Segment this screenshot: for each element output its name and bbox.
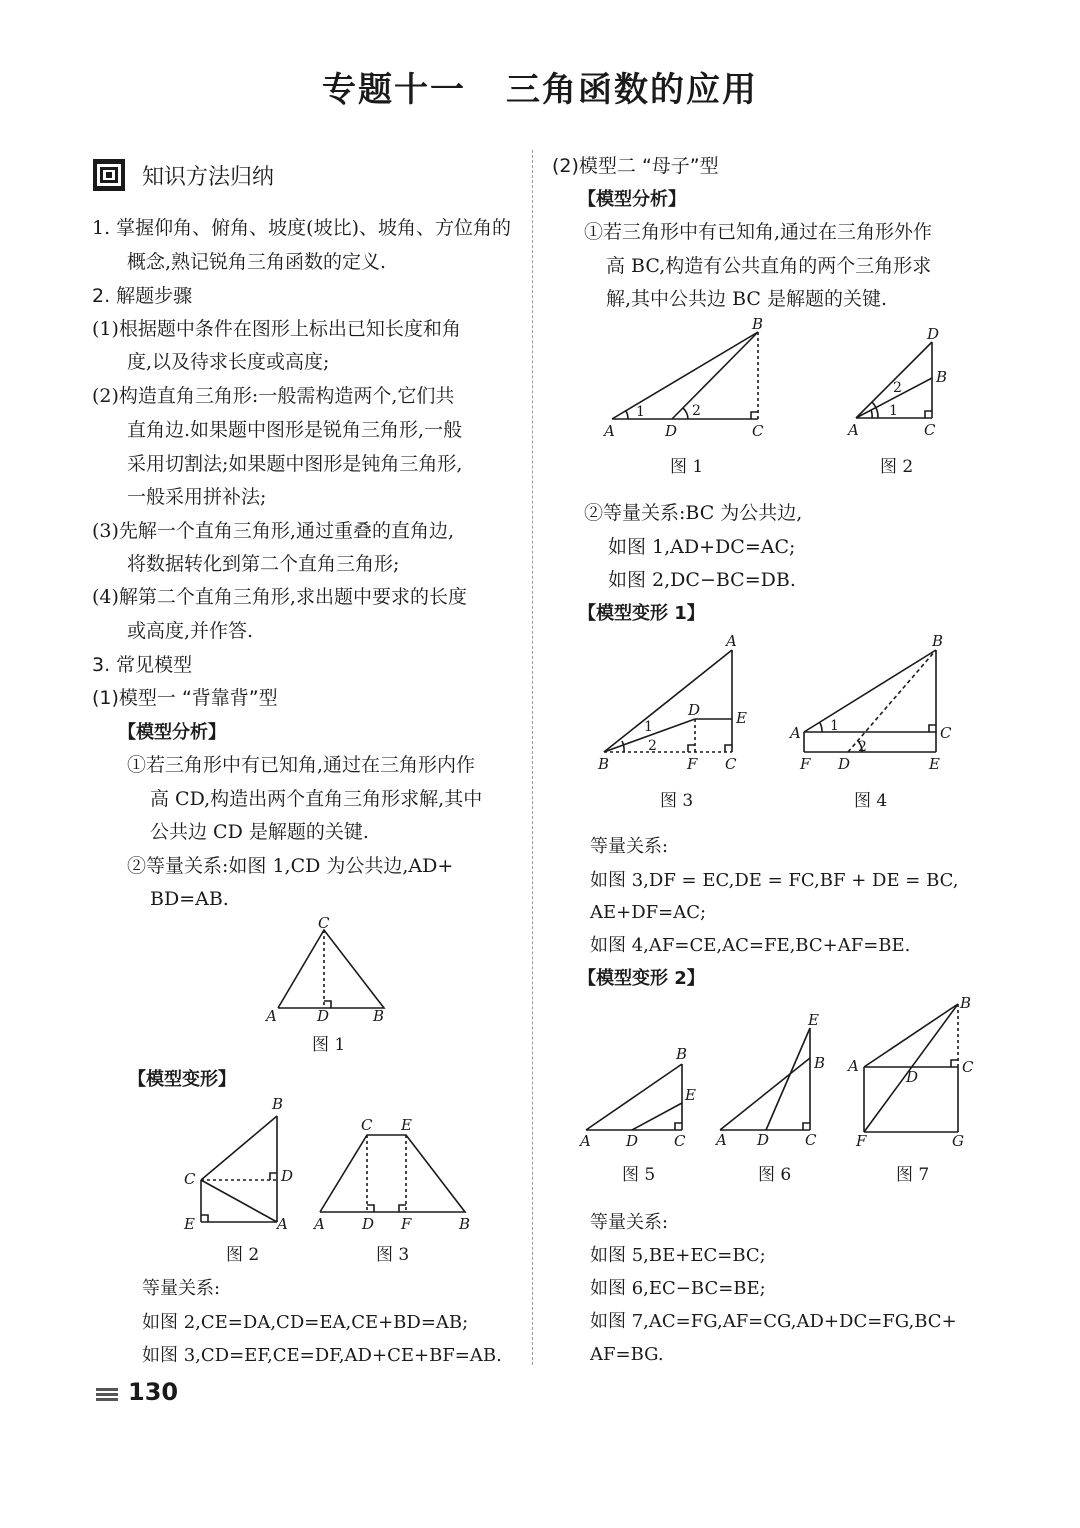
model-2-analysis-label: 【模型分析】 bbox=[578, 189, 686, 210]
step-1-line2: 度,以及待求长度或高度; bbox=[127, 351, 330, 373]
rfig4-label-B: B bbox=[932, 632, 944, 650]
rfig6-label-C: C bbox=[805, 1131, 817, 1149]
rfig5-label-E: E bbox=[685, 1086, 696, 1104]
fig3-label-A: A bbox=[314, 1215, 325, 1233]
rfig2-angle-2: 2 bbox=[893, 380, 902, 396]
step-3-line1: (3)先解一个直角三角形,通过重叠的直角边, bbox=[92, 520, 454, 542]
variant-1-equation-1: 如图 3,DF = EC,DE = FC,BF + DE = BC, bbox=[590, 870, 959, 891]
rfig1-label-B: B bbox=[752, 316, 764, 333]
model-1-a1-line2: 高 CD,构造出两个直角三角形求解,其中 bbox=[150, 788, 483, 810]
right-figure-2 bbox=[842, 322, 962, 442]
fig2-label-D: D bbox=[281, 1167, 294, 1185]
fig2-label-C: C bbox=[184, 1170, 196, 1188]
rfig7-label-D: D bbox=[906, 1068, 919, 1086]
fig3-label-E: E bbox=[401, 1116, 412, 1134]
rfig4-label-F: F bbox=[800, 755, 811, 773]
rfig3-label-A: A bbox=[726, 632, 737, 650]
rfig6-label-D: D bbox=[757, 1131, 770, 1149]
right-figure-2-caption: 图 2 bbox=[880, 457, 914, 477]
fig1-label-D: D bbox=[317, 1007, 330, 1025]
rfig1-label-C: C bbox=[752, 422, 764, 440]
fig2-label-A: A bbox=[277, 1215, 288, 1233]
rfig7-label-B: B bbox=[960, 994, 972, 1012]
model-2-a1-line2: 高 BC,构造有公共直角的两个三角形求 bbox=[606, 255, 932, 277]
left-equation-2: 如图 3,CD=EF,CE=DF,AD+CE+BF=AB. bbox=[142, 1345, 502, 1366]
rfig4-angle-2: 2 bbox=[858, 739, 867, 755]
rfig5-label-D: D bbox=[626, 1132, 639, 1150]
left-figure-2 bbox=[178, 1092, 298, 1237]
rfig2-label-A: A bbox=[848, 421, 859, 439]
right-figure-7 bbox=[844, 992, 984, 1152]
left-figure-1 bbox=[260, 915, 400, 1025]
model-1-a2-line2: BD=AB. bbox=[150, 888, 229, 910]
rfig1-angle-2: 2 bbox=[692, 403, 701, 419]
rfig5-label-A: A bbox=[580, 1132, 591, 1150]
right-figure-4 bbox=[786, 630, 966, 775]
left-equation-1: 如图 2,CE=DA,CD=EA,CE+BD=AB; bbox=[142, 1312, 469, 1333]
rfig1-angle-1: 1 bbox=[636, 404, 645, 420]
step-1-line1: (1)根据题中条件在图形上标出已知长度和角 bbox=[92, 318, 461, 340]
variant-1-equation-label: 等量关系: bbox=[590, 836, 669, 857]
page-mark-icon bbox=[96, 1388, 118, 1402]
right-figure-1-caption: 图 1 bbox=[670, 457, 704, 477]
fig2-label-B: B bbox=[272, 1095, 284, 1113]
rfig6-label-A: A bbox=[716, 1131, 727, 1149]
rfig1-label-A: A bbox=[604, 422, 615, 440]
step-2-line3: 采用切割法;如果题中图形是钝角三角形, bbox=[127, 453, 463, 475]
rfig4-angle-1: 1 bbox=[830, 718, 839, 734]
model-1-heading: (1)模型一 “背靠背”型 bbox=[92, 687, 278, 709]
step-2-line4: 一般采用拼补法; bbox=[127, 486, 267, 508]
model-2-heading: (2)模型二 “母子”型 bbox=[552, 155, 719, 177]
variant-2-equation-1: 如图 5,BE+EC=BC; bbox=[590, 1245, 766, 1266]
model-2-variant-2-label: 【模型变形 2】 bbox=[578, 968, 705, 989]
point-1-line2: 概念,熟记锐角三角函数的定义. bbox=[127, 251, 387, 273]
model-1-a1-line1: ①若三角形中有已知角,通过在三角形内作 bbox=[127, 754, 476, 776]
point-3-heading: 3. 常见模型 bbox=[92, 654, 193, 676]
section-heading: 知识方法归纳 bbox=[142, 165, 275, 190]
variant-2-equation-2: 如图 6,EC−BC=BE; bbox=[590, 1278, 766, 1299]
step-4-line1: (4)解第二个直角三角形,求出题中要求的长度 bbox=[92, 586, 467, 608]
column-divider bbox=[532, 150, 533, 1365]
right-figure-6-caption: 图 6 bbox=[758, 1165, 792, 1185]
fig2-label-E: E bbox=[184, 1215, 195, 1233]
right-figure-3 bbox=[592, 630, 762, 775]
right-figure-4-caption: 图 4 bbox=[854, 791, 888, 811]
rfig5-label-C: C bbox=[674, 1132, 686, 1150]
point-2-heading: 2. 解题步骤 bbox=[92, 285, 193, 307]
model-1-variant-label: 【模型变形】 bbox=[128, 1069, 236, 1090]
model-1-a1-line3: 公共边 CD 是解题的关键. bbox=[150, 821, 369, 843]
fig3-label-D: D bbox=[362, 1215, 375, 1233]
model-2-a1-line1: ①若三角形中有已知角,通过在三角形外作 bbox=[584, 221, 933, 243]
step-4-line2: 或高度,并作答. bbox=[127, 620, 254, 642]
rfig4-label-C: C bbox=[940, 724, 952, 742]
rfig2-angle-1: 1 bbox=[889, 403, 898, 419]
rfig5-label-B: B bbox=[676, 1045, 688, 1063]
left-figure-3 bbox=[310, 1112, 480, 1237]
fig3-label-C: C bbox=[361, 1116, 373, 1134]
left-figure-2-caption: 图 2 bbox=[226, 1245, 260, 1265]
step-3-line2: 将数据转化到第二个直角三角形; bbox=[127, 553, 400, 575]
rfig4-label-E: E bbox=[929, 755, 940, 773]
right-figure-6 bbox=[710, 1008, 840, 1150]
rfig3-label-D: D bbox=[688, 701, 701, 719]
model-2-a1-line3: 解,其中公共边 BC 是解题的关键. bbox=[606, 288, 888, 310]
right-figure-7-caption: 图 7 bbox=[896, 1165, 930, 1185]
variant-2-equation-3: 如图 7,AC=FG,AF=CG,AD+DC=FG,BC+ bbox=[590, 1311, 957, 1332]
page-title bbox=[0, 62, 1080, 111]
variant-1-equation-2: AE+DF=AC; bbox=[590, 902, 707, 923]
model-1-a2-line1: ②等量关系:如图 1,CD 为公共边,AD+ bbox=[127, 855, 454, 877]
fig3-label-B: B bbox=[459, 1215, 471, 1233]
fig1-label-C: C bbox=[318, 915, 330, 932]
book-icon bbox=[92, 158, 126, 192]
step-2-line1: (2)构造直角三角形:一般需构造两个,它们共 bbox=[92, 385, 455, 407]
right-figure-5-caption: 图 5 bbox=[622, 1165, 656, 1185]
fig3-label-F: F bbox=[401, 1215, 412, 1233]
rfig1-label-D: D bbox=[665, 422, 678, 440]
title-part1: 专题十一 bbox=[322, 70, 466, 110]
rfig3-label-C: C bbox=[725, 755, 737, 773]
model-2-a2-line2: 如图 1,AD+DC=AC; bbox=[608, 536, 796, 558]
rfig7-label-F: F bbox=[856, 1132, 867, 1150]
page-number: 130 bbox=[128, 1378, 179, 1406]
rfig3-label-B: B bbox=[598, 755, 610, 773]
rfig6-label-E: E bbox=[808, 1011, 819, 1029]
rfig2-label-C: C bbox=[924, 421, 936, 439]
fig1-label-A: A bbox=[266, 1007, 277, 1025]
right-figure-5 bbox=[572, 1040, 702, 1150]
title-part2: 三角函数的应用 bbox=[506, 70, 758, 110]
rfig6-label-B: B bbox=[814, 1054, 826, 1072]
model-1-analysis-label: 【模型分析】 bbox=[118, 722, 226, 743]
rfig4-label-A: A bbox=[790, 724, 801, 742]
rfig7-label-C: C bbox=[962, 1058, 974, 1076]
model-2-variant-1-label: 【模型变形 1】 bbox=[578, 603, 705, 624]
rfig3-angle-1: 1 bbox=[644, 719, 653, 735]
rfig3-label-F: F bbox=[687, 755, 698, 773]
left-figure-3-caption: 图 3 bbox=[376, 1245, 410, 1265]
point-1-line1: 1. 掌握仰角、俯角、坡度(坡比)、坡角、方位角的 bbox=[92, 217, 511, 239]
rfig7-label-G: G bbox=[952, 1132, 964, 1150]
rfig2-label-D: D bbox=[927, 325, 940, 343]
model-2-a2-line1: ②等量关系:BC 为公共边, bbox=[584, 502, 803, 524]
rfig3-angle-2: 2 bbox=[648, 738, 657, 754]
rfig3-label-E: E bbox=[736, 709, 747, 727]
left-figure-1-caption: 图 1 bbox=[312, 1035, 346, 1055]
variant-2-equation-label: 等量关系: bbox=[590, 1212, 669, 1233]
rfig2-label-B: B bbox=[936, 368, 948, 386]
step-2-line2: 直角边.如果题中图形是锐角三角形,一般 bbox=[127, 419, 463, 441]
right-figure-3-caption: 图 3 bbox=[660, 791, 694, 811]
fig1-label-B: B bbox=[373, 1007, 385, 1025]
variant-1-equation-3: 如图 4,AF=CE,AC=FE,BC+AF=BE. bbox=[590, 935, 911, 956]
fig1-triangle bbox=[278, 930, 384, 1008]
rfig4-label-D: D bbox=[838, 755, 851, 773]
left-equation-label: 等量关系: bbox=[142, 1278, 221, 1299]
variant-2-equation-4: AF=BG. bbox=[590, 1344, 664, 1365]
right-figure-1 bbox=[598, 316, 778, 441]
rfig7-label-A: A bbox=[848, 1057, 859, 1075]
model-2-a2-line3: 如图 2,DC−BC=DB. bbox=[608, 569, 796, 591]
